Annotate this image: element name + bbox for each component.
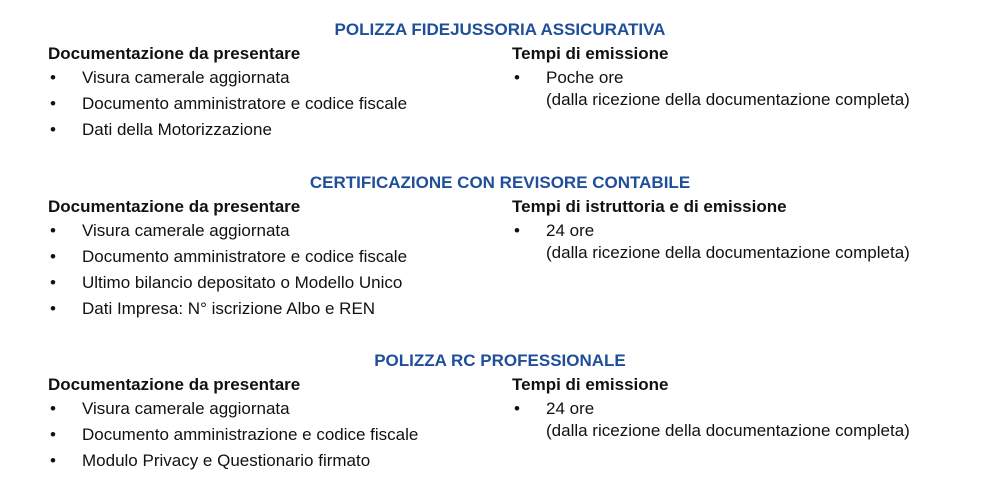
bullet-icon: • (50, 247, 56, 266)
documentation-heading: Documentazione da presentare (48, 197, 301, 216)
bullet-icon: • (50, 273, 56, 292)
timing-list (512, 399, 982, 441)
bullet-icon: • (50, 399, 56, 418)
documentation-column (48, 44, 488, 146)
timing-note: (dalla ricezione della documentazione completa) (546, 421, 910, 440)
timing-column (512, 197, 982, 269)
list-item (512, 399, 982, 441)
list-item (48, 68, 488, 88)
bullet-icon: • (50, 451, 56, 470)
list-item-label: Visura camerale aggiornata (82, 68, 290, 87)
list-item (48, 221, 488, 241)
documentation-column (48, 197, 488, 325)
list-item-label: Modulo Privacy e Questionario firmato (82, 451, 371, 470)
list-item-label: Visura camerale aggiornata (82, 399, 290, 418)
list-item-label: Dati della Motorizzazione (82, 120, 272, 139)
list-item-label: Dati Impresa: N° iscrizione Albo e REN (82, 299, 376, 318)
bullet-icon: • (50, 425, 56, 444)
timing-heading: Tempi di istruttoria e di emissione (512, 197, 787, 216)
documentation-heading: Documentazione da presentare (48, 44, 301, 63)
timing-note: (dalla ricezione della documentazione completa) (546, 90, 910, 109)
section-title: POLIZZA FIDEJUSSORIA ASSICURATIVA (334, 20, 666, 39)
timing-column (512, 44, 982, 116)
bullet-icon: • (50, 94, 56, 113)
section-title: POLIZZA RC PROFESSIONALE (374, 351, 626, 370)
list-item (512, 68, 982, 110)
list-item (48, 120, 488, 140)
bullet-icon: • (50, 120, 56, 139)
bullet-icon: • (514, 221, 520, 240)
bullet-icon: • (514, 399, 520, 418)
list-item (48, 399, 488, 419)
list-item-label: Documento amministratore e codice fiscale (82, 94, 408, 113)
list-item-label: Documento amministrazione e codice fiscale (82, 425, 419, 444)
list-item-label: Ultimo bilancio depositato o Modello Unico (82, 273, 403, 292)
documentation-heading: Documentazione da presentare (48, 375, 301, 394)
bullet-icon: • (50, 299, 56, 318)
timing-heading: Tempi di emissione (512, 44, 669, 63)
timing-column (512, 375, 982, 447)
documentation-list (48, 68, 488, 140)
timing-note: (dalla ricezione della documentazione completa) (546, 243, 910, 262)
documentation-column (48, 375, 488, 477)
list-item (48, 451, 488, 471)
timing-list (512, 221, 982, 263)
timing-heading: Tempi di emissione (512, 375, 669, 394)
list-item-label: Visura camerale aggiornata (82, 221, 290, 240)
timing-list (512, 68, 982, 110)
bullet-icon: • (50, 221, 56, 240)
timing-value: 24 ore (546, 221, 595, 240)
timing-value: 24 ore (546, 399, 595, 418)
list-item (512, 221, 982, 263)
bullet-icon: • (514, 68, 520, 87)
section-title: CERTIFICAZIONE CON REVISORE CONTABILE (309, 173, 691, 192)
list-item (48, 425, 488, 445)
timing-value: Poche ore (546, 68, 624, 87)
documentation-list (48, 221, 488, 319)
list-item (48, 273, 488, 293)
bullet-icon: • (50, 68, 56, 87)
list-item (48, 94, 488, 114)
list-item (48, 299, 488, 319)
list-item (48, 247, 488, 267)
documentation-list (48, 399, 488, 471)
list-item-label: Documento amministratore e codice fiscale (82, 247, 408, 266)
